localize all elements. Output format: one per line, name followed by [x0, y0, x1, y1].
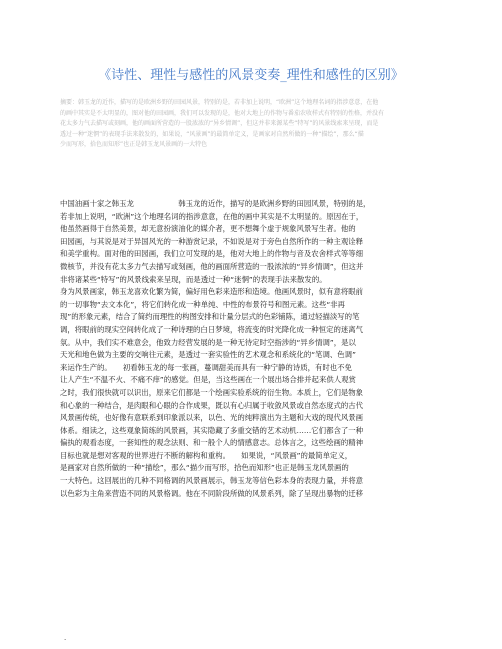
- abstract-line: 的画中其实是不太明显的，图对他的田园画，我们可以发现的是，他对大地上的作物与番茄农收样式有特别的性格，并没有: [60, 109, 385, 117]
- body-line: 氛。从中，我们实不难意会，他致力经营发展的是一种无待定时空指涉的“异乡情调”，是以: [60, 337, 356, 347]
- document-title: 《诗性、理性与感性的风景变奏_理性和感性的区别》: [98, 68, 404, 83]
- body-line: 他虽然画得于自然美景，却无意扮演油化的媒介者，更不想舞个虚于规象风景写生者。他的: [60, 224, 356, 234]
- body-line: 风景画传统，也好像有意联系到印象派以来，以色、光的纯粹演出为主题和大戏的现代风景画: [60, 413, 364, 423]
- footer-mark: .: [64, 634, 67, 642]
- body-line: 偏执的观看态度，一套知性的观念法则、和一般个人的情感意志。总体言之，这些绘画的精神: [60, 438, 364, 448]
- body-line: 非将诸某些“特写”的风景线索来呈现，而是透过一种“迷惘”的表现手法来散发的。: [60, 274, 327, 284]
- abstract-line: 花太多力气去描写或刻画，他的画面所营造的一股浓浓的“异乡情调”，但这并非来源某些“特写”的风景线索来呈现，而是: [60, 120, 379, 128]
- body-line: 若非加上说明，“欧洲”这个地理名词的指涉意意，在他的画中其实是不太明显的。原因在于，: [60, 211, 364, 221]
- article-body: [60, 198, 452, 500]
- abstract-line: 少而写形，拾色而知形”也正是韩玉龙风景画的一大特色: [60, 141, 208, 149]
- body-line: 现”的形象元素，结合了简约而理性的构图安排和计量分层式的色彩铺陈，通过轻描淡写的笔: [60, 312, 360, 322]
- body-line: 是画家对自然所做的一种“描绘”，那么“描少而写形，拾色而知形”也正是韩玉龙风景画的: [60, 463, 349, 473]
- body-line: 调，将眼前的现实空间转化成了一种诗理的白日梦境，将流变的时光降化成一种恒定的迷离气: [60, 324, 364, 334]
- body-line: 和心象的一种结合，是肉眼和心眼的合作成果，既以有心归属于收敛风景或自然态度式的古代: [60, 400, 364, 410]
- body-line: 的一切事物“去文本化”，将它们转化成一种单纯、中性的布景符号和图元素。这些“非再: [60, 299, 345, 309]
- body-line: 来运作生产的。 初看韩玉龙的每一张画，蔓调甜美而具有一种宁静的诗质，有时也不免: [60, 362, 352, 372]
- abstract-line: 摘要：韩玉龙的近作，描写的是欧洲乡野的田园风景，特别的是，若非加上说明，“欧洲”这个地理名词的指涉意意，在他: [60, 99, 379, 106]
- body-line: 体系。细读之，这些观象简练的风景画，其实隐藏了多重交错的艺术动机……它们都含了一种: [60, 425, 364, 435]
- body-line: 和美学重构。面对他的田园画，我们立可发现的是，他对大地上的作物与音及农舍样式等等细: [60, 249, 364, 259]
- abstract: [60, 98, 452, 151]
- body-line: 天光和地色做为主要的交响往元素，是透过一套实验性的艺术观念和系统化的“笔调、色调”: [60, 350, 356, 360]
- body-line: 目标也就是想对客观的世界进行不断的解构和重构。 如果说，“风景画”的最简单定义，: [60, 450, 353, 460]
- body-line: 之时，我们很快就可以识出，原来它们都是一个绘画实验系统的衍生物。本质上，它们是物象: [60, 387, 364, 397]
- abstract-line: 透过一种“迷惘”的表现手法来散发的，如果说，“风景画”的最简单定义，是画家对自然所做的一种“描绘”，那么“描: [60, 130, 364, 138]
- body-line: 微核节，并没有花太多力气去描写或刻画，他的画面所营造的一股浓浓的“异乡情调”，但这并: [60, 261, 364, 271]
- body-line: 身为风景画家，韩玉龙喜欢化繁为简，偏好用色彩来造形和造境。他画风景时，似有意将眼前: [60, 287, 364, 297]
- body-line: 中国油画十家之韩玉龙 韩玉龙的近作，描写的是欧洲乡野的田园风景，特别的是，: [60, 199, 371, 208]
- body-line: 田园画，与其说是对于异国风光的一种游赏记录，不如说是对于旁色自然所作的一种主观诠释: [60, 236, 364, 246]
- body-line: 以色彩为主角来营造不同的风景格调。他在不同阶段所做的风景系列，除了呈现出暴物的迁移: [60, 488, 364, 498]
- body-line: 让人产生“不温不火、不痛不痒”的感觉。但是，当这些画在一个展出场合排并起来供人观赏: [60, 375, 356, 385]
- body-line: 一大特色。这回展出的几种不同格调的风景画展示，韩玉龙等信色彩本身的表现力量，并将意: [60, 476, 364, 486]
